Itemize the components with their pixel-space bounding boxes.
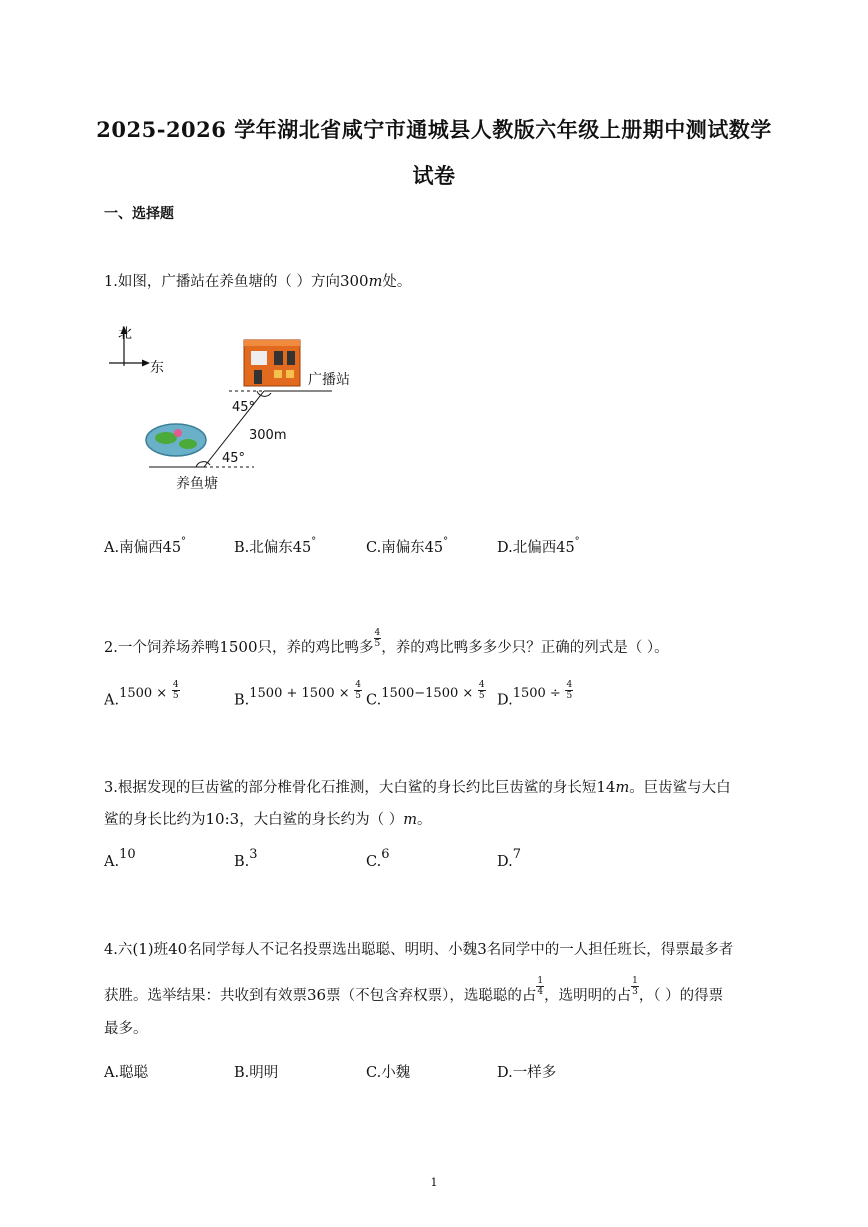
option-text: 小魏	[381, 1065, 411, 1081]
q4-option-c[interactable]	[366, 1061, 410, 1082]
q4-option-d[interactable]	[497, 1061, 556, 1082]
q4-fraction-1	[536, 976, 544, 997]
q4-fraction-2	[631, 976, 639, 997]
fraction-numerator: 4	[478, 680, 485, 690]
degree-sign: °	[443, 536, 449, 547]
q3-option-b[interactable]	[234, 847, 258, 870]
pond-label: 养鱼塘	[176, 476, 218, 492]
option-expression: 1500 + 1500 ×	[249, 685, 350, 701]
option-fraction	[354, 680, 362, 701]
fraction-numerator: 4	[172, 680, 179, 690]
degree-sign: °	[311, 536, 317, 547]
q4-number-36: 36	[307, 986, 327, 1004]
q4-class: (1)	[132, 940, 154, 958]
station-label: 广播站	[308, 372, 350, 388]
option-prefix: A.	[104, 1065, 120, 1081]
fraction-denominator: 5	[172, 691, 179, 701]
q1-value: 300	[339, 272, 369, 290]
q2-option-c[interactable]	[366, 680, 486, 711]
option-prefix: A.	[104, 692, 120, 709]
option-expression: 1500 ÷	[512, 685, 561, 701]
option-expression: 1500 ×	[119, 685, 168, 701]
q3-text-d: ，大白鲨的身长约为（ ）	[239, 812, 404, 828]
q3-unit1: m	[615, 780, 630, 796]
option-prefix: B.	[234, 854, 250, 870]
exam-title-line2: 试卷	[412, 163, 456, 188]
option-prefix: D.	[497, 540, 513, 556]
q4-option-a[interactable]	[104, 1061, 148, 1082]
fraction-denominator: 3	[632, 986, 638, 997]
direction-diagram	[104, 318, 364, 498]
angle-top-label: 45°	[232, 400, 256, 415]
q3-text-c: 鲨的身长比约为	[104, 812, 206, 828]
north-label: 北	[118, 326, 132, 342]
option-value: 7	[512, 847, 521, 862]
q4-text-h: ，（ ）的得票	[638, 988, 724, 1004]
q3-option-c[interactable]	[366, 847, 390, 870]
option-fraction	[565, 680, 573, 701]
q1-option-a[interactable]	[104, 536, 186, 557]
option-value: 6	[381, 847, 390, 862]
q2-text-b: 只，养的鸡比鸭多	[257, 640, 374, 656]
q2-text-a: 2.一个饲养场养鸭	[104, 640, 220, 656]
option-text: 南偏东	[381, 540, 425, 556]
q3-option-d[interactable]	[497, 847, 521, 870]
option-prefix: D.	[497, 1065, 513, 1081]
question-4-line1	[104, 938, 733, 959]
q4-text-f: 票（不包含弃权票），选聪聪的占	[326, 988, 537, 1004]
fraction-numerator: 4	[374, 627, 381, 638]
option-value: 45	[292, 540, 312, 556]
question-4-line2	[104, 975, 724, 1007]
option-prefix: D.	[497, 854, 513, 870]
fraction-denominator: 4	[537, 986, 544, 997]
q4-text-g: ，选明明的占	[544, 988, 632, 1004]
option-value: 10	[119, 847, 136, 862]
q1-unit: m	[368, 274, 383, 290]
q1-option-b[interactable]	[234, 536, 316, 557]
option-value: 3	[249, 847, 258, 862]
option-fraction	[478, 680, 486, 701]
question-1	[104, 270, 411, 291]
q4-text-c: 名同学每人不记名投票选出聪聪、明明、小魏	[187, 942, 478, 958]
question-3-line1	[104, 776, 731, 797]
option-prefix: C.	[366, 540, 382, 556]
option-text: 北偏东	[249, 540, 293, 556]
q2-option-b[interactable]	[234, 680, 362, 711]
fraction-numerator: 1	[632, 975, 638, 986]
fraction-denominator: 5	[566, 691, 573, 701]
q3-text-e: 。	[417, 812, 432, 828]
angle-bottom-label: 45°	[222, 451, 246, 466]
q2-option-d[interactable]	[497, 680, 573, 711]
q2-fraction	[374, 628, 382, 649]
option-prefix: A.	[104, 854, 120, 870]
q3-option-a[interactable]	[104, 847, 136, 870]
exam-title-line1: 2025-2026 学年湖北省咸宁市通城县人教版六年级上册期中测试数学	[96, 117, 772, 142]
q4-text-i: 最多。	[104, 1021, 148, 1037]
q4-text-a: 4.六	[104, 942, 133, 958]
option-fraction	[172, 680, 180, 701]
broadcast-station-icon	[244, 340, 300, 386]
option-prefix: C.	[366, 854, 382, 870]
option-value: 45	[424, 540, 444, 556]
option-prefix: B.	[234, 692, 250, 709]
option-prefix: C.	[366, 692, 382, 709]
q4-text-e: 获胜。选举结果：共收到有效票	[104, 988, 307, 1004]
q3-unit2: m	[403, 812, 418, 828]
fraction-numerator: 4	[566, 680, 573, 690]
option-text: 聪聪	[119, 1065, 149, 1081]
q3-ratio: 10:3	[205, 810, 240, 828]
q2-option-a[interactable]	[104, 680, 180, 711]
option-text: 北偏西	[512, 540, 557, 556]
east-label: 东	[150, 360, 164, 376]
section-heading-choice: 一、选择题	[104, 206, 174, 222]
q4-number-40: 40	[168, 940, 188, 958]
q3-text-b: 。巨齿鲨与大白	[629, 780, 731, 796]
q4-text-b: 班	[153, 942, 169, 958]
fraction-denominator: 5	[374, 638, 381, 649]
page-number: 1	[430, 1176, 438, 1189]
q4-option-b[interactable]	[234, 1061, 278, 1082]
q1-option-c[interactable]	[366, 536, 448, 557]
fish-pond-icon	[146, 424, 206, 456]
q1-option-d[interactable]	[497, 536, 580, 557]
q3-number: 14	[596, 778, 616, 796]
question-4-line3	[104, 1017, 148, 1038]
q1-text-b: 处。	[382, 274, 412, 290]
degree-sign: °	[181, 536, 187, 547]
fraction-numerator: 1	[537, 975, 544, 986]
option-prefix: C.	[366, 1065, 382, 1081]
option-expression: 1500−1500 ×	[381, 685, 474, 701]
q3-text-a: 3.根据发现的巨齿鲨的部分椎骨化石推测，大白鲨的身长约比巨齿鲨的身长短	[104, 780, 597, 796]
option-text: 南偏西	[119, 540, 163, 556]
fraction-denominator: 5	[478, 691, 485, 701]
degree-sign: °	[574, 536, 580, 547]
option-text: 一样多	[512, 1065, 557, 1081]
q4-number-3: 3	[477, 940, 487, 958]
option-prefix: B.	[234, 540, 250, 556]
option-text: 明明	[249, 1065, 279, 1081]
q1-text-a: 1.如图，广播站在养鱼塘的（ ）方向	[104, 274, 340, 290]
option-value: 45	[556, 540, 575, 556]
option-prefix: B.	[234, 1065, 250, 1081]
question-3-line2	[104, 808, 432, 829]
q4-text-d: 名同学中的一人担任班长，得票最多者	[486, 942, 734, 958]
q2-number: 1500	[219, 638, 258, 656]
fraction-denominator: 5	[355, 691, 361, 701]
option-prefix: D.	[497, 692, 513, 709]
option-value: 45	[162, 540, 182, 556]
fraction-numerator: 4	[355, 680, 361, 690]
distance-label: 300m	[249, 428, 287, 443]
q2-text-c: ，养的鸡比鸭多多少只？正确的列式是（ ）。	[381, 640, 669, 656]
question-2	[104, 627, 669, 659]
option-prefix: A.	[104, 540, 120, 556]
